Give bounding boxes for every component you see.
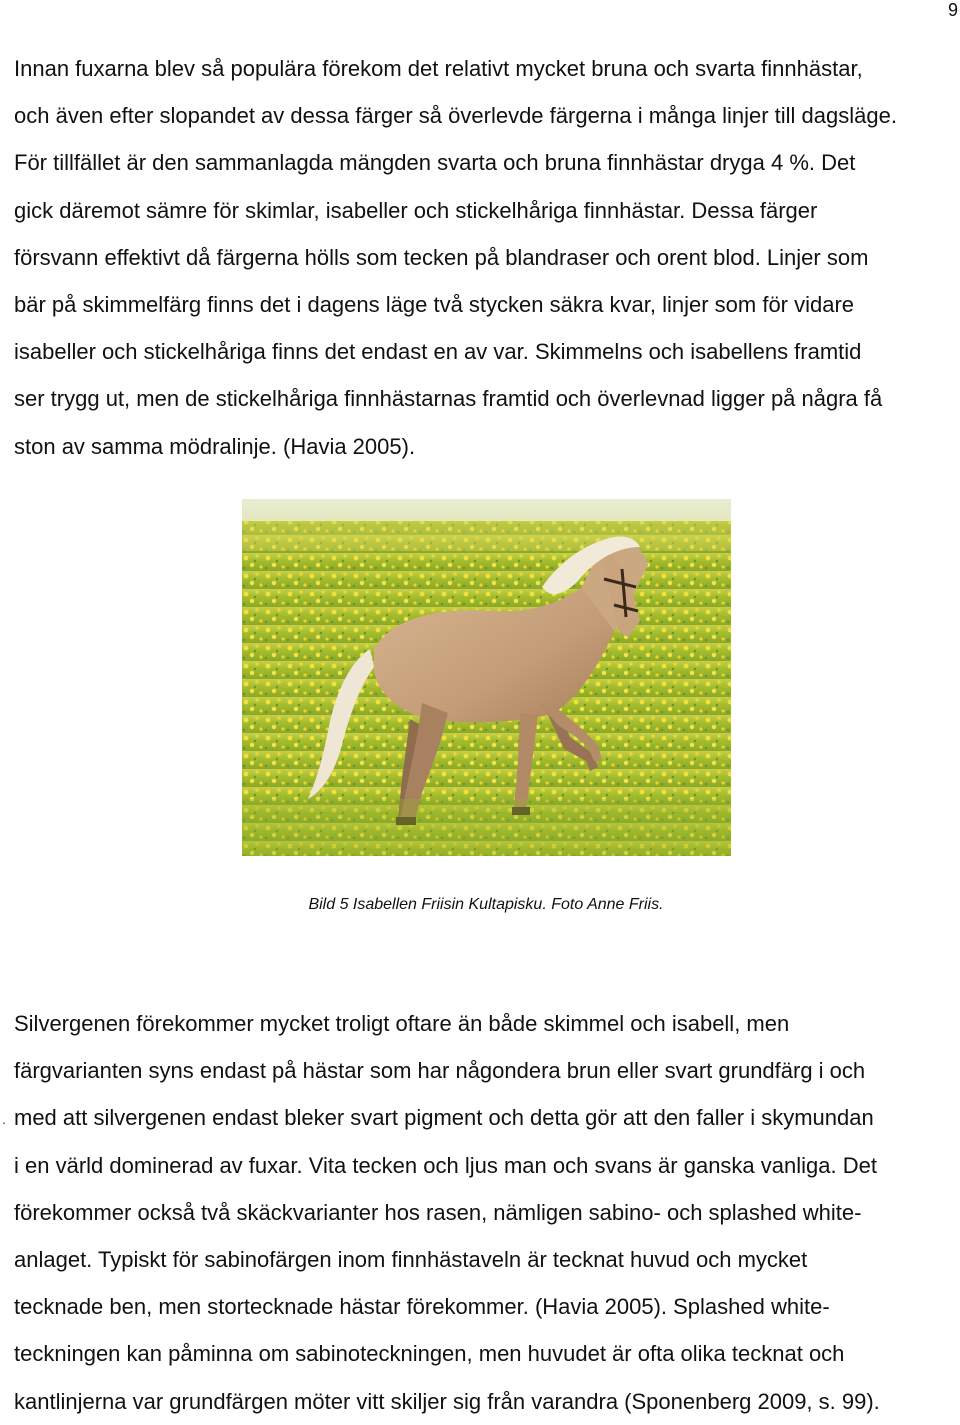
text-line: anlaget. Typiskt för sabinofärgen inom finnhästaveln är tecknat huvud och mycket (14, 1247, 808, 1273)
text-line: ser trygg ut, men de stickelhåriga finnhästarnas framtid och överlevnad ligger på några få (14, 386, 883, 412)
text-line: tecknade ben, men stortecknade hästar förekommer. (Havia 2005). Splashed white- (14, 1294, 830, 1320)
page-number: 9 (947, 0, 958, 20)
margin-mark: . (2, 1111, 6, 1127)
text-line: Silvergenen förekommer mycket troligt oftare än både skimmel och isabell, men (14, 1011, 790, 1036)
text-line: För tillfället är den sammanlagda mängden svarta och bruna finnhästar dryga 4 %. Det (14, 150, 856, 176)
text-line: gick däremot sämre för skimlar, isabeller och stickelhåriga finnhästar. Dessa färger (14, 197, 818, 223)
paragraph-silver-gene (14, 1000, 954, 1425)
text-line: teckningen kan påminna om sabinoteckningen, men huvudet är ofta olika tecknat och (14, 1341, 845, 1367)
text-line: ston av samma mödralinje. (Havia 2005). (14, 433, 416, 459)
text-line: försvann effektivt då färgerna hölls som tecken på blandraser och orent blod. Linjer som (14, 244, 869, 270)
text-line: isabeller och stickelhåriga finns det endast en av var. Skimmelns och isabellens framtid (14, 339, 862, 365)
text-line: bär på skimmelfärg finns det i dagens läge två stycken säkra kvar, linjer som för vidare (14, 292, 855, 318)
paragraph-finnhorse-colors (14, 45, 954, 470)
text-line: förekommer också två skäckvarianter hos rasen, nämligen sabino- och splashed white- (14, 1199, 862, 1225)
text-line: Innan fuxarna blev så populära förekom det relativt mycket bruna och svarta finnhästar, (14, 56, 863, 81)
figure-caption: Bild 5 Isabellen Friisin Kultapisku. Foto Anne Friis. (308, 896, 664, 913)
text-line: i en värld dominerad av fuxar. Vita tecken och ljus man och svans är ganska vanliga. Det (14, 1152, 877, 1178)
text-line: kantlinjerna var grundfärgen möter vitt skiljer sig från varandra (Sponenberg 2009, s. 99). (14, 1388, 880, 1414)
text-line: och även efter slopandet av dessa färger så överlevde färgerna i många linjer till dagsläge. (14, 103, 897, 129)
text-line: färgvarianten syns endast på hästar som har någondera brun eller svart grundfärg i och (14, 1058, 866, 1084)
text-line: med att silvergenen endast bleker svart pigment och detta gör att den faller i skymundan (14, 1105, 874, 1131)
horse-photo (242, 499, 731, 856)
